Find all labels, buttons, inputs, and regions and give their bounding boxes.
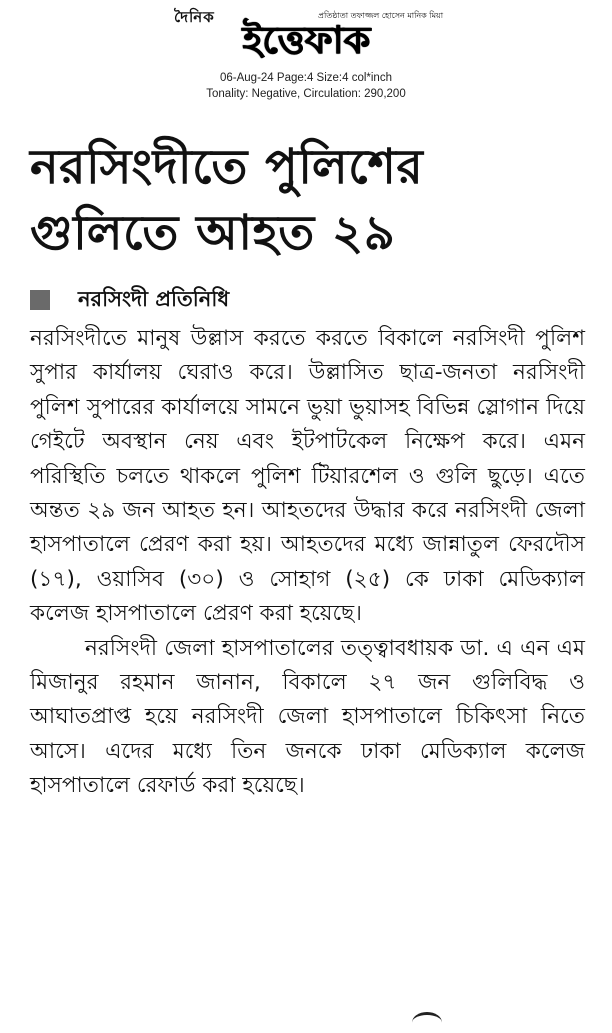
newspaper-logo [168,4,448,68]
clipping-meta-line-1: 06-Aug-24 Page:4 Size:4 col*inch [220,72,392,84]
logo-founder-text: প্রতিষ্ঠাতা তফাজ্জল হোসেন মানিক মিয়া [318,11,444,20]
next-item-edge-mark [412,1012,442,1033]
clipping-meta-line-2: Tonality: Negative, Circulation: 290,200 [206,88,406,100]
paragraph-1: নরসিংদীতে মানুষ উল্লাস করতে করতে বিকালে নরসিংদী পুলিশ সুপার কার্যালয় ঘেরাও করে। উল্লাসিত ছাত্র-জনতা নরসিংদী পুলিশ সুপারের কার্যালয়ে সামনে ভুয়া ভুয়াসহ বিভিন্ন স্লোগান দিয়ে গেইটে অবস্থান নেয় এবং ইটপাটকেল নিক্ষেপ করে। এমন পরিস্থিতি চলতে থাকলে পুলিশ টিয়ারশেল ও গুলি ছুড়ে। এতে অন্তত ২৯ জন আহত হন। আহতদের উদ্ধার করে নরসিংদী জেলা হাসপাতালে প্রেরণ করা হয়। আহতদের মধ্যে জান্নাতুল ফেরদৌস (১৭), ওয়াসিব (৩০) ও সোহাগ (২৫) কে ঢাকা মেডিক্যাল কলেজ হাসপাতালে প্রেরণ করা হয়েছে। [30,326,585,627]
article-body [30,322,585,804]
logo-name: ইত্তেফাক [242,18,370,62]
headline-line-2: গুলিতে আহত ২৯ [30,205,396,261]
article-headline [30,134,590,266]
headline-line-1: নরসিংদীতে পুলিশের [30,139,424,195]
byline [30,285,229,315]
byline-text: নরসিংদী প্রতিনিধি [78,286,230,311]
masthead [0,0,612,108]
logo-top-word: দৈনিক [174,8,215,26]
paragraph-2: নরসিংদী জেলা হাসপাতালের তত্ত্বাবধায়ক ডা. এ এন এম মিজানুর রহমান জানান, বিকালে ২৭ জন গুলিবিদ্ধ ও আঘাতপ্রাপ্ত হয়ে নরসিংদী জেলা হাসপাতালে চিকিৎসা নিতে আসে। এদের মধ্যে তিন জনকে ঢাকা মেডিক্যাল কলেজ হাসপাতালে রেফার্ড করা হয়েছে। [30,635,585,799]
square-bullet-icon [30,290,50,310]
